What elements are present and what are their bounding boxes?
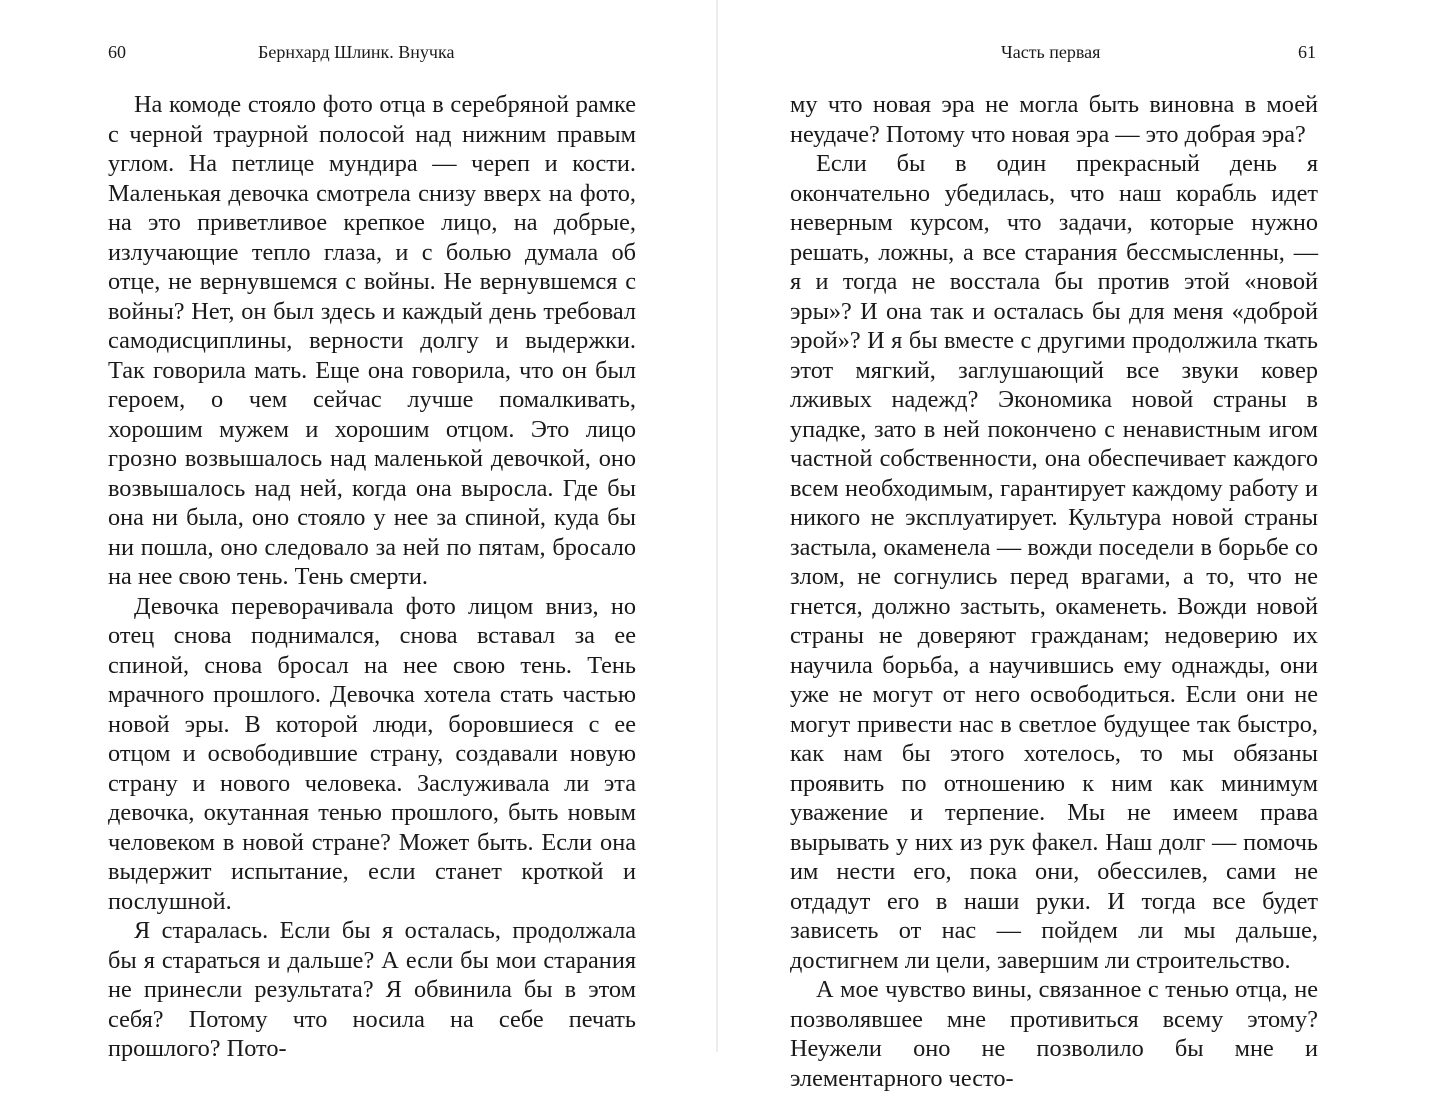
paragraph: А мое чувство вины, связанное с тенью отца, не позволявшее мне противиться всему этому? Неужели оно не позволило бы мне и элементарного често- (790, 976, 1318, 1092)
paragraph: Я старалась. Если бы я осталась, продолжала бы я стараться и дальше? А если бы мои старания не принесли результата? Я обвинила бы в этом себя? Потому что носила на себе печать прошлого? Пото- (108, 917, 636, 1062)
paragraph: На комоде стояло фото отца в серебряной рамке с черной траурной полосой над нижним правым углом. На петлице мундира — череп и кости. Маленькая девочка смотрела снизу вверх на фото, на это приветливое крепкое лицо, на добрые, излучающие тепло глаза, и с болью думала об отце, не вернувшемся с войны. Не вернувшемся с войны? Нет, он был здесь и каждый день требовал самодисциплины, верности долгу и выдержки. Так говорила мать. Еще она говорила, что он был героем, о чем сейчас лучше помалкивать, хорошим мужем и хорошим отцом. Это лицо грозно возвышалось над маленькой девочкой, оно возвышалось над ней, когда она выросла. Где бы она ни была, оно стояло у нее за спиной, куда бы ни пошла, оно следовало за ней по пятам, бросало на нее свою тень. Тень смерти. (108, 91, 636, 590)
left-running-head: Бернхард Шлинк. Внучка (258, 42, 455, 62)
left-page-body (108, 90, 636, 1064)
left-page (0, 0, 717, 1062)
paragraph-continuation: му что новая эра не могла быть виновна в моей неудаче? Потому что новая эра — это добрая эра? (790, 91, 1318, 148)
paragraph: Если бы в один прекрасный день я окончательно убедилась, что наш корабль идет неверным курсом, что задачи, которые нужно решать, ложны, а все старания бессмысленны, — я и тогда не восстала бы против этой «новой эры»? И она так и осталась бы для меня «доброй эрой»? И я бы вместе с другими продолжила ткать этот мягкий, заглушающий все звуки ковер лживых надежд? Экономика новой страны в упадке, зато в ней покончено с ненавистным игом частной собственности, она обеспечивает каждого всем необходимым, гарантирует каждому работу и никого не эксплуатирует. Культура новой страны застыла, окаменела — вожди поседели в борьбе со злом, не согнулись перед врагами, а то, что не гнется, должно застыть, окаменеть. Вожди новой страны не доверяют гражданам; недоверию их научила борьба, а научившись ему однажды, они уже не могут от него освободиться. Если они не могут привести нас в светлое будущее так быстро, как нам бы этого хотелось, то мы обязаны проявить по отношению к ним как минимум уважение и терпение. Мы не имеем права вырывать у них из рук факел. Наш долг — помочь им нести его, пока они, обессилев, сами не отдадут его в наши руки. И тогда все будет зависеть от нас — пойдем ли мы дальше, достигнем ли цели, завершим ли строительство. (790, 150, 1318, 974)
left-page-number: 60 (108, 42, 126, 62)
paragraph: Девочка переворачивала фото лицом вниз, но отец снова поднимался, снова вставал за ее спиной, снова бросал на нее свою тень. Тень мрачного прошлого. Девочка хотела стать частью новой эры. В которой люди, боровшиеся с ее отцом и освободившие страну, создавали новую страну и нового человека. Заслуживала ли эта девочка, окутанная тенью прошлого, быть новым человеком в новой стране? Может быть. Если она выдержит испытание, если станет кроткой и послушной. (108, 592, 636, 915)
right-running-head: Часть первая (1001, 42, 1101, 62)
right-page-body (790, 90, 1318, 1093)
right-page-number: 61 (1298, 42, 1316, 62)
right-page (718, 0, 1435, 1092)
